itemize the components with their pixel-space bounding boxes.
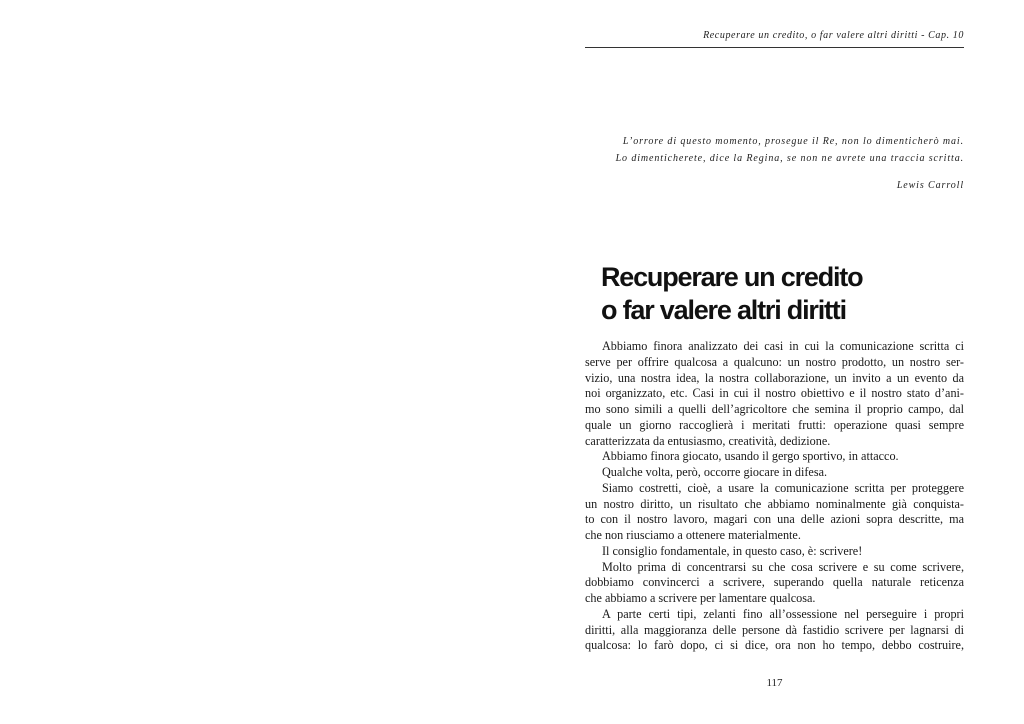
body-line: serve per offrire qualcosa a qualcuno: un nostro prodotto, un nostro ser- — [585, 354, 964, 369]
body-text — [585, 339, 964, 654]
body-line: Siamo costretti, cioè, a usare la comunicazione scritta per proteggere — [602, 480, 964, 495]
body-line: Abbiamo finora giocato, usando il gergo sportivo, in attacco. — [602, 449, 899, 464]
epigraph — [585, 133, 964, 167]
body-line: un nostro diritto, un risultato che abbiamo nominalmente già conquista- — [585, 496, 964, 511]
body-line: quale un giorno raccoglierà i meritati frutti: operazione quasi sempre — [585, 417, 964, 432]
epigraph-line: L’orrore di questo momento, prosegue il Re, non lo dimenticherò mai. — [622, 136, 964, 147]
epigraph-author: Lewis Carroll — [896, 180, 964, 191]
page-number: 117 — [766, 677, 783, 689]
chapter-title-line: Recuperare un credito — [601, 262, 863, 292]
body-line: Qualche volta, però, occorre giocare in difesa. — [602, 465, 828, 479]
body-line: Abbiamo finora analizzato dei casi in cui la comunicazione scritta ci — [602, 339, 964, 353]
body-line: A parte certi tipi, zelanti fino all’ossessione nel perseguire i propri — [602, 606, 964, 621]
body-line: dobbiamo convincerci a scrivere, superando quella naturale reticenza — [585, 575, 964, 590]
header-rule — [585, 47, 964, 48]
body-line: Il consiglio fondamentale, in questo caso, è: scrivere! — [602, 543, 863, 558]
body-line: diritti, alla maggioranza delle persone dà fastidio scrivere per lagnarsi di — [585, 622, 964, 637]
body-line: mo sono simili a quelli dell’agricoltore che semina il proprio campo, dal — [585, 402, 964, 416]
body-line: qualcosa: lo farò dopo, ci si dice, ora non ho tempo, debbo costruire, — [585, 638, 964, 653]
body-line: caratterizzata da entusiasmo, creatività, dedizione. — [585, 433, 831, 448]
chapter-title — [601, 261, 964, 327]
body-line: che non riusciamo a ottenere materialmente. — [585, 528, 801, 542]
body-line: vizio, una nostra idea, la nostra collaborazione, un invito a un evento da — [585, 370, 964, 385]
epigraph-line: Lo dimenticherete, dice la Regina, se non ne avrete una traccia scritta. — [615, 153, 964, 164]
chapter-title-line: o far valere altri diritti — [601, 295, 846, 325]
body-line: to con il nostro lavoro, magari con una delle azioni sopra descritte, ma — [585, 512, 964, 527]
body-line: Molto prima di concentrarsi su che cosa scrivere e su come scrivere, — [602, 559, 964, 574]
body-line: che abbiamo a scrivere per lamentare qualcosa. — [585, 591, 816, 605]
body-line: noi organizzato, etc. Casi in cui il nostro obiettivo e il nostro stato d’ani- — [585, 386, 964, 401]
running-head: Recuperare un credito, o far valere altri diritti - Cap. 10 — [703, 30, 964, 41]
